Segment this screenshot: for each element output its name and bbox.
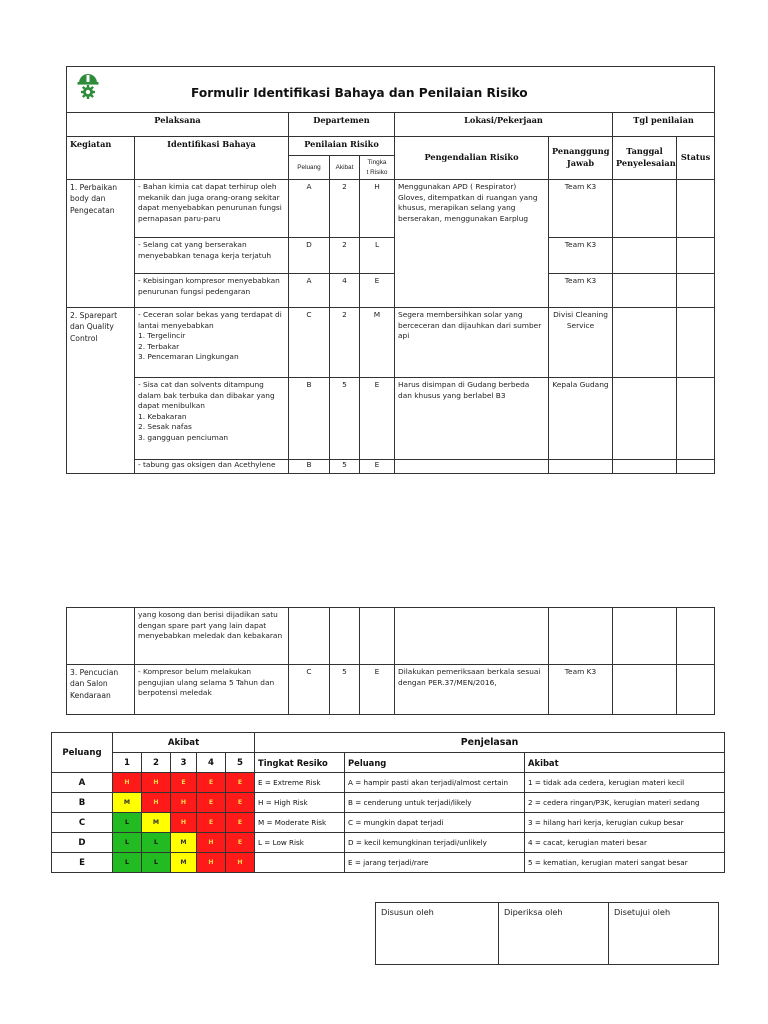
matrix-cell: H <box>226 853 255 873</box>
status-header: Status <box>677 137 715 180</box>
bahaya-cell: - Ceceran solar bekas yang terdapat di lantai menyebabkan 1. Tergelincir 2. Terbakar 3. Pencemaran Lingkungan <box>135 308 289 378</box>
kegiatan-cell: 2. Sparepart dan Quality Control <box>67 308 135 474</box>
pj-cell: Kepala Gudang <box>549 378 613 460</box>
diperiksa-oleh-box[interactable]: Diperiksa oleh <box>499 903 609 965</box>
peluang-cell: C <box>289 308 330 378</box>
table-row <box>67 238 715 274</box>
tgl-penilaian-header: Tgl penilaian <box>613 113 715 137</box>
status-cell <box>677 378 715 460</box>
matrix-cell: E <box>197 793 226 813</box>
tanggal-cell <box>613 308 677 378</box>
form-title-cell <box>67 67 715 113</box>
bahaya-cell: - Sisa cat dan solvents ditampung dalam bak terbuka dan dibakar yang dapat menibulkan 1. Kebakaran 2. Sesak nafas 3. gangguan penciuman <box>135 378 289 460</box>
akibat-cell: 5 <box>330 665 360 715</box>
matrix-cell: H <box>171 793 197 813</box>
kegiatan-cell <box>67 608 135 665</box>
penjelasan-tingkat-cell: M = Moderate Risk <box>255 813 345 833</box>
peluang-subheader: Peluang <box>289 156 330 180</box>
tanggal-cell <box>613 274 677 308</box>
matrix-row <box>52 853 725 873</box>
matrix-row-label: B <box>52 793 113 813</box>
pengendalian-header: Pengendalian Risiko <box>395 137 549 180</box>
table-row <box>67 180 715 238</box>
bahaya-cell: - Selang cat yang berserakan menyebabkan tenaga kerja terjatuh <box>135 238 289 274</box>
matrix-cell: L <box>113 833 142 853</box>
kegiatan-cell: 1. Perbaikan body dan Pengecatan <box>67 180 135 308</box>
akibat-cell: 5 <box>330 460 360 474</box>
table-row <box>67 274 715 308</box>
departemen-header: Departemen <box>289 113 395 137</box>
disetujui-oleh-box[interactable]: Disetujui oleh <box>609 903 719 965</box>
akibat-level: 2 <box>142 753 171 773</box>
akibat-cell: 4 <box>330 274 360 308</box>
matrix-akibat-header: Akibat <box>113 733 255 753</box>
penjelasan-peluang-cell: D = kecil kemungkinan terjadi/unlikely <box>345 833 525 853</box>
peluang-cell: B <box>289 460 330 474</box>
akibat-subheader: Akibat <box>330 156 360 180</box>
pengendalian-cell: Segera membersihkan solar yang berceceran dan dijauhkan dari sumber api <box>395 308 549 378</box>
pj-cell: Team K3 <box>549 665 613 715</box>
table-row <box>67 608 715 665</box>
matrix-cell: H <box>142 773 171 793</box>
akibat-level: 5 <box>226 753 255 773</box>
penjelasan-col-peluang: Peluang <box>345 753 525 773</box>
matrix-cell: L <box>113 813 142 833</box>
pj-cell: Team K3 <box>549 238 613 274</box>
kegiatan-cell: 3. Pencucian dan Salon Kendaraan <box>67 665 135 715</box>
peluang-cell <box>289 608 330 665</box>
akibat-cell <box>330 608 360 665</box>
tingkat-cell: H <box>360 180 395 238</box>
penjelasan-col-tingkat: Tingkat Resiko <box>255 753 345 773</box>
status-cell <box>677 274 715 308</box>
matrix-cell: H <box>197 853 226 873</box>
tingkat-cell <box>360 608 395 665</box>
penjelasan-tingkat-cell: H = High Risk <box>255 793 345 813</box>
disusun-oleh-box[interactable]: Disusun oleh <box>376 903 499 965</box>
pj-cell <box>549 460 613 474</box>
tingkat-cell: L <box>360 238 395 274</box>
tanggal-cell <box>613 378 677 460</box>
pelaksana-header: Pelaksana <box>67 113 289 137</box>
penjelasan-peluang-cell: C = mungkin dapat terjadi <box>345 813 525 833</box>
lokasi-header: Lokasi/Pekerjaan <box>395 113 613 137</box>
matrix-peluang-header: Peluang <box>52 733 113 773</box>
matrix-cell: M <box>171 833 197 853</box>
matrix-cell: H <box>197 833 226 853</box>
pengendalian-cell: Dilakukan pemeriksaan berkala sesuai dengan PER.37/MEN/2016, <box>395 665 549 715</box>
risk-matrix-table <box>51 732 725 873</box>
tingkat-cell: E <box>360 274 395 308</box>
matrix-cell: L <box>113 853 142 873</box>
penjelasan-tingkat-cell <box>255 853 345 873</box>
penjelasan-akibat-cell: 4 = cacat, kerugian materi besar <box>525 833 725 853</box>
form-title: Formulir Identifikasi Bahaya dan Penilaian Risiko <box>191 86 528 100</box>
penjelasan-header: Penjelasan <box>255 733 725 753</box>
pengendalian-cell <box>395 460 549 474</box>
akibat-cell: 2 <box>330 180 360 238</box>
penjelasan-akibat-cell: 3 = hilang hari kerja, kerugian cukup besar <box>525 813 725 833</box>
penjelasan-akibat-cell: 5 = kematian, kerugian materi sangat besar <box>525 853 725 873</box>
matrix-cell: M <box>171 853 197 873</box>
akibat-level: 4 <box>197 753 226 773</box>
pj-cell: Divisi Cleaning Service <box>549 308 613 378</box>
matrix-row-label: A <box>52 773 113 793</box>
status-cell <box>677 460 715 474</box>
tanggal-cell <box>613 238 677 274</box>
safety-helmet-gear-logo <box>75 71 101 99</box>
table-row <box>67 308 715 378</box>
matrix-cell: H <box>142 793 171 813</box>
status-cell <box>677 238 715 274</box>
tanggal-cell <box>613 460 677 474</box>
matrix-row-label: C <box>52 813 113 833</box>
tanggal-cell <box>613 608 677 665</box>
identifikasi-header: Identifikasi Bahaya <box>135 137 289 180</box>
matrix-cell: H <box>113 773 142 793</box>
matrix-cell: L <box>142 833 171 853</box>
table-row <box>67 665 715 715</box>
tingkat-cell: M <box>360 308 395 378</box>
akibat-cell: 2 <box>330 238 360 274</box>
penjelasan-tingkat-cell: L = Low Risk <box>255 833 345 853</box>
matrix-cell: E <box>226 813 255 833</box>
penjelasan-peluang-cell: E = jarang terjadi/rare <box>345 853 525 873</box>
matrix-cell: E <box>197 773 226 793</box>
hazard-form-table <box>66 66 715 474</box>
bahaya-cell: - Kompresor belum melakukan pengujian ulang selama 5 Tahun dan berpotensi meledak <box>135 665 289 715</box>
penjelasan-tingkat-cell: E = Extreme Risk <box>255 773 345 793</box>
pengendalian-cell: Harus disimpan di Gudang berbeda dan khusus yang berlabel B3 <box>395 378 549 460</box>
matrix-cell: E <box>226 793 255 813</box>
penjelasan-col-akibat: Akibat <box>525 753 725 773</box>
matrix-row-label: D <box>52 833 113 853</box>
pengendalian-cell: Menggunakan APD ( Respirator) Gloves, ditempatkan di ruangan yang khusus, merapikan selang yang berserakan, menggunakan Earplug <box>395 180 549 308</box>
akibat-level: 3 <box>171 753 197 773</box>
penjelasan-akibat-cell: 2 = cedera ringan/P3K, kerugian materi sedang <box>525 793 725 813</box>
matrix-cell: E <box>226 773 255 793</box>
peluang-cell: C <box>289 665 330 715</box>
table-row <box>67 460 715 474</box>
pj-cell: Team K3 <box>549 274 613 308</box>
matrix-cell: M <box>142 813 171 833</box>
matrix-row <box>52 813 725 833</box>
status-cell <box>677 608 715 665</box>
akibat-cell: 2 <box>330 308 360 378</box>
matrix-cell: E <box>226 833 255 853</box>
pengendalian-cell <box>395 608 549 665</box>
tingkat-cell: E <box>360 665 395 715</box>
matrix-cell: M <box>113 793 142 813</box>
matrix-row <box>52 793 725 813</box>
matrix-row <box>52 773 725 793</box>
status-cell <box>677 665 715 715</box>
matrix-row-label: E <box>52 853 113 873</box>
bahaya-cell: yang kosong dan berisi dijadikan satu dengan spare part yang lain dapat menyebabkan meledak dan kebakaran <box>135 608 289 665</box>
matrix-cell: E <box>197 813 226 833</box>
tingkat-cell: E <box>360 378 395 460</box>
kegiatan-header: Kegiatan <box>67 137 135 180</box>
matrix-cell: H <box>171 813 197 833</box>
table-row <box>67 378 715 460</box>
penjelasan-peluang-cell: A = hampir pasti akan terjadi/almost certain <box>345 773 525 793</box>
penilaian-header: Penilaian Risiko <box>289 137 395 156</box>
tanggal-header: Tanggal Penyelesaian <box>613 137 677 180</box>
bahaya-cell: - Kebisingan kompresor menyebabkan penurunan fungsi pedengaran <box>135 274 289 308</box>
peluang-cell: A <box>289 274 330 308</box>
peluang-cell: A <box>289 180 330 238</box>
penjelasan-akibat-cell: 1 = tidak ada cedera, kerugian materi kecil <box>525 773 725 793</box>
status-cell <box>677 180 715 238</box>
matrix-cell: E <box>171 773 197 793</box>
tanggal-cell <box>613 665 677 715</box>
pj-cell: Team K3 <box>549 180 613 238</box>
tingkat-cell: E <box>360 460 395 474</box>
peluang-cell: B <box>289 378 330 460</box>
status-cell <box>677 308 715 378</box>
penjelasan-peluang-cell: B = cenderung untuk terjadi/likely <box>345 793 525 813</box>
hazard-form-continuation-table <box>66 607 715 715</box>
tingkat-subheader: Tingka t Risiko <box>360 156 395 180</box>
akibat-level: 1 <box>113 753 142 773</box>
penanggung-header: Penanggung Jawab <box>549 137 613 180</box>
pj-cell <box>549 608 613 665</box>
bahaya-cell: - tabung gas oksigen dan Acethylene <box>135 460 289 474</box>
bahaya-cell: - Bahan kimia cat dapat terhirup oleh mekanik dan juga orang-orang sekitar dapat menyebabkan penurunan fungsi pernapasan paru-paru <box>135 180 289 238</box>
peluang-cell: D <box>289 238 330 274</box>
matrix-cell: L <box>142 853 171 873</box>
tanggal-cell <box>613 180 677 238</box>
matrix-row <box>52 833 725 853</box>
signature-table <box>375 902 719 965</box>
akibat-cell: 5 <box>330 378 360 460</box>
